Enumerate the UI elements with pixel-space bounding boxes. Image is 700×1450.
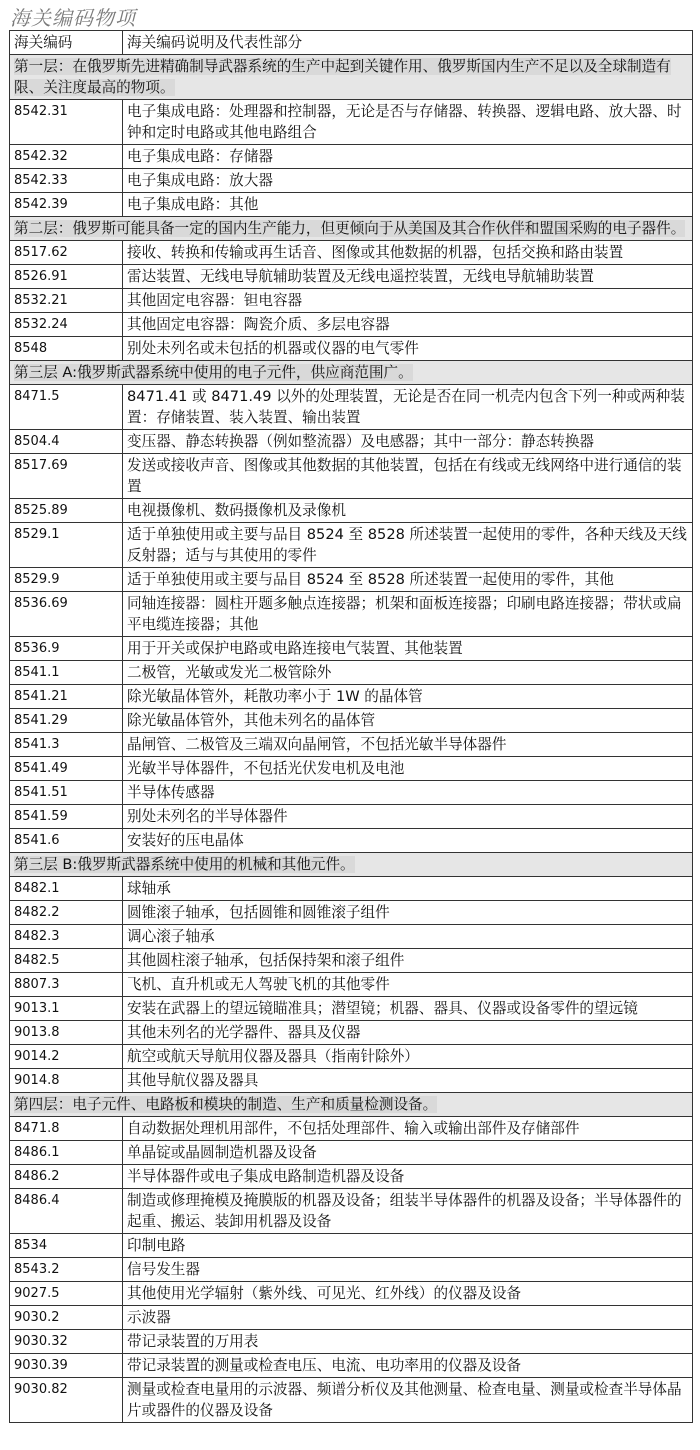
tier-header: [10, 217, 693, 241]
hs-code-cell: 8482.3: [10, 925, 123, 949]
description-cell: 单晶锭或晶圆制造机器及设备: [123, 1141, 693, 1165]
tier-header-text: 第二层：俄罗斯可能具备一定的国内生产能力，但更倾向于从美国及其合作伙伴和盟国采购的电子器件。: [14, 220, 686, 237]
description-cell: 其他固定电容器：陶瓷介质、多层电容器: [123, 313, 693, 337]
hs-code-cell: 8543.2: [10, 1258, 123, 1282]
hs-code-cell: 9013.8: [10, 1021, 123, 1045]
table-row: [10, 454, 693, 499]
tier-header-row: [10, 361, 693, 385]
table-row: [10, 1354, 693, 1378]
table-row: [10, 1189, 693, 1234]
hs-code-cell: 8542.32: [10, 145, 123, 169]
description-cell: 带记录装置的测量或检查电压、电流、电功率用的仪器及设备: [123, 1354, 693, 1378]
description-cell: 圆锥滚子轴承，包括圆锥和圆锥滚子组件: [123, 901, 693, 925]
description-cell: 其他使用光学辐射（紫外线、可见光、红外线）的仪器及设备: [123, 1282, 693, 1306]
hs-code-cell: 8529.1: [10, 523, 123, 568]
description-cell: 电视摄像机、数码摄像机及录像机: [123, 499, 693, 523]
hs-code-cell: 8526.91: [10, 265, 123, 289]
table-row: [10, 145, 693, 169]
table-row: [10, 1117, 693, 1141]
page-title: 海关编码物项: [10, 6, 136, 30]
hs-code-cell: 8534: [10, 1234, 123, 1258]
tier-header-text: 第四层：电子元件、电路板和模块的制造、生产和质量检测设备。: [14, 1096, 438, 1113]
description-cell: 电子集成电路：其他: [123, 193, 693, 217]
hs-code-cell: 8471.8: [10, 1117, 123, 1141]
description-cell: 印制电路: [123, 1234, 693, 1258]
table-row: [10, 877, 693, 901]
hs-code-cell: 8517.62: [10, 241, 123, 265]
tier-header-row: [10, 55, 693, 100]
table-row: [10, 313, 693, 337]
hs-code-cell: 9030.82: [10, 1378, 123, 1423]
table-row: [10, 265, 693, 289]
table-row: [10, 781, 693, 805]
hs-code-cell: 9027.5: [10, 1282, 123, 1306]
table-row: [10, 829, 693, 853]
table-row: [10, 1306, 693, 1330]
hs-code-cell: 9013.1: [10, 997, 123, 1021]
hs-code-cell: 8541.59: [10, 805, 123, 829]
table-row: [10, 1282, 693, 1306]
table-row: [10, 193, 693, 217]
table-row: [10, 499, 693, 523]
hs-code-cell: 8541.6: [10, 829, 123, 853]
description-cell: 电子集成电路：放大器: [123, 169, 693, 193]
hs-code-cell: 8517.69: [10, 454, 123, 499]
hs-code-table: [9, 30, 693, 1423]
description-cell: 其他固定电容器：钽电容器: [123, 289, 693, 313]
table-row: [10, 661, 693, 685]
table-row: [10, 685, 693, 709]
description-cell: 其他未列名的光学器件、器具及仪器: [123, 1021, 693, 1045]
table-row: [10, 1234, 693, 1258]
table-row: [10, 169, 693, 193]
hs-code-cell: 8486.2: [10, 1165, 123, 1189]
table-row: [10, 430, 693, 454]
hs-code-cell: 8542.31: [10, 100, 123, 145]
table-row: [10, 1045, 693, 1069]
hs-code-cell: 8807.3: [10, 973, 123, 997]
table-row: [10, 1165, 693, 1189]
description-cell: 电子集成电路：处理器和控制器，无论是否与存储器、转换器、逻辑电路、放大器、时钟和定时电路或其他电路组合: [123, 100, 693, 145]
table-row: [10, 523, 693, 568]
description-cell: 球轴承: [123, 877, 693, 901]
description-cell: 自动数据处理机用部件，不包括处理部件、输入或输出部件及存储部件: [123, 1117, 693, 1141]
table-row: [10, 997, 693, 1021]
hs-code-cell: 8486.1: [10, 1141, 123, 1165]
header-code: 海关编码: [10, 31, 123, 55]
table-row: [10, 337, 693, 361]
header-description: 海关编码说明及代表性部分: [123, 31, 693, 55]
table-body: [10, 31, 693, 1423]
hs-code-cell: 9014.2: [10, 1045, 123, 1069]
hs-code-cell: 8548: [10, 337, 123, 361]
description-cell: 除光敏晶体管外，耗散功率小于 1W 的晶体管: [123, 685, 693, 709]
hs-code-cell: 8532.24: [10, 313, 123, 337]
hs-code-cell: 9014.8: [10, 1069, 123, 1093]
table-row: [10, 1021, 693, 1045]
description-cell: 安装好的压电晶体: [123, 829, 693, 853]
description-cell: 二极管，光敏或发光二极管除外: [123, 661, 693, 685]
hs-code-cell: 8532.21: [10, 289, 123, 313]
tier-header-text: 第一层：在俄罗斯先进精确制导武器系统的生产中起到关键作用、俄罗斯国内生产不足以及全球制造有限、关注度最高的物项。: [14, 58, 671, 96]
description-cell: 接收、转换和传输或再生话音、图像或其他数据的机器，包括交换和路由装置: [123, 241, 693, 265]
table-row: [10, 385, 693, 430]
description-cell: 测量或检查电量用的示波器、频谱分析仪及其他测量、检查电量、测量或检查半导体晶片或器件的仪器及设备: [123, 1378, 693, 1423]
hs-code-cell: 8529.9: [10, 568, 123, 592]
hs-code-cell: 8525.89: [10, 499, 123, 523]
description-cell: 航空或航天导航用仪器及器具（指南针除外）: [123, 1045, 693, 1069]
description-cell: 别处未列名或未包括的机器或仪器的电气零件: [123, 337, 693, 361]
description-cell: 适于单独使用或主要与品目 8524 至 8528 所述装置一起使用的零件，其他: [123, 568, 693, 592]
hs-code-cell: 9030.32: [10, 1330, 123, 1354]
hs-code-cell: 8542.39: [10, 193, 123, 217]
description-cell: 用于开关或保护电路或电路连接电气装置、其他装置: [123, 637, 693, 661]
tier-header-row: [10, 217, 693, 241]
table-row: [10, 289, 693, 313]
hs-code-cell: 8541.29: [10, 709, 123, 733]
hs-code-cell: 8541.21: [10, 685, 123, 709]
description-cell: 安装在武器上的望远镜瞄准具；潜望镜；机器、器具、仪器或设备零件的望远镜: [123, 997, 693, 1021]
description-cell: 半导体传感器: [123, 781, 693, 805]
description-cell: 其他导航仪器及器具: [123, 1069, 693, 1093]
description-cell: 电子集成电路：存储器: [123, 145, 693, 169]
tier-header: [10, 1093, 693, 1117]
table-row: [10, 805, 693, 829]
table-row: [10, 1141, 693, 1165]
hs-code-cell: 8482.1: [10, 877, 123, 901]
tier-header: [10, 361, 693, 385]
table-row: [10, 1330, 693, 1354]
description-cell: 雷达装置、无线电导航辅助装置及无线电遥控装置，无线电导航辅助装置: [123, 265, 693, 289]
table-row: [10, 100, 693, 145]
table-row: [10, 901, 693, 925]
description-cell: 制造或修理掩模及掩膜版的机器及设备；组装半导体器件的机器及设备；半导体器件的起重、搬运、装卸用机器及设备: [123, 1189, 693, 1234]
hs-code-cell: 8536.69: [10, 592, 123, 637]
description-cell: 其他圆柱滚子轴承，包括保持架和滚子组件: [123, 949, 693, 973]
tier-header-row: [10, 853, 693, 877]
description-cell: 变压器、静态转换器（例如整流器）及电感器；其中一部分：静态转换器: [123, 430, 693, 454]
hs-code-cell: 8541.1: [10, 661, 123, 685]
hs-code-cell: 8542.33: [10, 169, 123, 193]
description-cell: 同轴连接器：圆柱开题多触点连接器；机架和面板连接器；印刷电路连接器；带状或扁平电缆连接器；其他: [123, 592, 693, 637]
tier-header-text: 第三层 A:俄罗斯武器系统中使用的电子元件，供应商范围广。: [14, 364, 413, 381]
hs-code-cell: 8504.4: [10, 430, 123, 454]
hs-code-cell: 9030.2: [10, 1306, 123, 1330]
hs-code-cell: 8482.2: [10, 901, 123, 925]
table-header-row: [10, 31, 693, 55]
table-row: [10, 1069, 693, 1093]
description-cell: 光敏半导体器件，不包括光伏发电机及电池: [123, 757, 693, 781]
hs-code-cell: 8482.5: [10, 949, 123, 973]
table-row: [10, 733, 693, 757]
description-cell: 别处未列名的半导体器件: [123, 805, 693, 829]
description-cell: 晶闸管、二极管及三端双向晶闸管，不包括光敏半导体器件: [123, 733, 693, 757]
tier-header-text: 第三层 B:俄罗斯武器系统中使用的机械和其他元件。: [14, 856, 355, 873]
table-row: [10, 973, 693, 997]
description-cell: 除光敏晶体管外，其他未列名的晶体管: [123, 709, 693, 733]
table-row: [10, 1378, 693, 1423]
hs-code-cell: 8541.49: [10, 757, 123, 781]
table-row: [10, 949, 693, 973]
tier-header: [10, 55, 693, 100]
hs-code-cell: 8486.4: [10, 1189, 123, 1234]
table-row: [10, 757, 693, 781]
table-row: [10, 709, 693, 733]
table-row: [10, 1258, 693, 1282]
description-cell: 信号发生器: [123, 1258, 693, 1282]
tier-header-row: [10, 1093, 693, 1117]
description-cell: 飞机、直升机或无人驾驶飞机的其他零件: [123, 973, 693, 997]
table-row: [10, 241, 693, 265]
table-row: [10, 592, 693, 637]
description-cell: 半导体器件或电子集成电路制造机器及设备: [123, 1165, 693, 1189]
hs-code-cell: 8541.51: [10, 781, 123, 805]
hs-code-cell: 9030.39: [10, 1354, 123, 1378]
table-row: [10, 568, 693, 592]
description-cell: 发送或接收声音、图像或其他数据的其他装置，包括在有线或无线网络中进行通信的装置: [123, 454, 693, 499]
description-cell: 带记录装置的万用表: [123, 1330, 693, 1354]
hs-code-cell: 8541.3: [10, 733, 123, 757]
description-cell: 示波器: [123, 1306, 693, 1330]
description-cell: 适于单独使用或主要与品目 8524 至 8528 所述装置一起使用的零件，各种天线及天线反射器；适与与其使用的零件: [123, 523, 693, 568]
table-row: [10, 637, 693, 661]
description-cell: 调心滚子轴承: [123, 925, 693, 949]
hs-code-cell: 8471.5: [10, 385, 123, 430]
hs-code-cell: 8536.9: [10, 637, 123, 661]
table-row: [10, 925, 693, 949]
description-cell: 8471.41 或 8471.49 以外的处理装置，无论是否在同一机壳内包含下列一种或两种装置：存储装置、装入装置、输出装置: [123, 385, 693, 430]
tier-header: [10, 853, 693, 877]
